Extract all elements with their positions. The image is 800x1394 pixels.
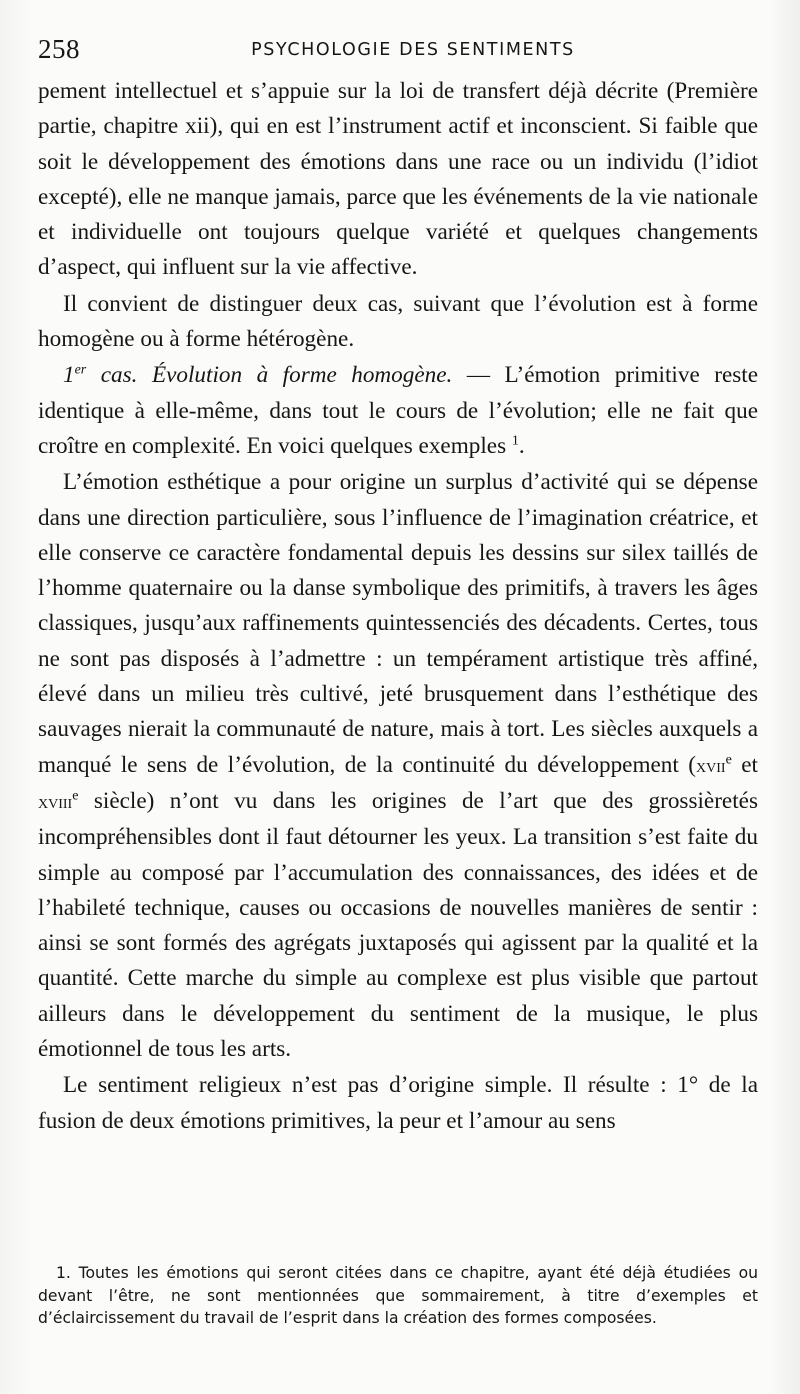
- century-18: xviii: [38, 790, 73, 813]
- century-17-sup: e: [725, 751, 732, 767]
- section-number-suffix: er: [74, 362, 87, 378]
- running-title: PSYCHOLOGIE DES SENTIMENTS: [251, 40, 575, 60]
- paragraph-4-part2: et: [731, 751, 758, 778]
- paragraph-4-part3: siècle) n’ont vu dans les origines de l’art que des grossièretés incompréhensibles dont il faut détourner les yeux. La transition s’est faite du simple au composé par l’accumulation des connaissances, des idées et de l’habileté technique, causes ou occasions de nouvelles manières de sentir : ainsi se sont formés des agrégats juxtaposés qui agissent par la qualité et la quantité. Cette marche du simple au complexe est plus visible que partout ailleurs dans le développement du sentiment de la musique, le plus émotionnel de tous les arts.: [38, 787, 758, 1063]
- paragraph-5: Le sentiment religieux n’est pas d’origine simple. Il résulte : 1° de la fusion de deux émotions primitives, la peur et l’amour au sens: [38, 1072, 758, 1134]
- body-text: [38, 74, 758, 1139]
- page-number: 258: [38, 34, 80, 64]
- paragraph-4-part1: L’émotion esthétique a pour origine un surplus d’activité qui se dépense dans une direction particulière, sous l’influence de l’imagination créatrice, et elle conserve ce caractère fondamental depuis les dessins sur silex taillés de l’homme quaternaire ou la danse symbolique des primitifs, à travers les âges classiques, jusqu’aux raffinements quintessenciés des décadents. Certes, tous ne sont pas disposés à l’admettre : un tempérament artistique très affiné, élevé dans un milieu très cultivé, jeté brusquement dans l’esthétique des sauvages nierait la communauté de nature, mais à tort. Les siècles auxquels a manqué le sens de l’évolution, de la continuité du développement (: [38, 469, 758, 778]
- section-number: 1: [63, 362, 75, 389]
- paragraph-3-text: — L’émotion primitive reste identique à elle-même, dans tout le cours de l’évolution; elle ne fait que croître en complexité. En voici quelques exemples: [38, 362, 758, 459]
- paragraph-3: [38, 358, 758, 464]
- section-heading: cas. Évolution à forme homogène.: [86, 362, 453, 389]
- paragraph-4: [38, 465, 758, 1067]
- running-head: [38, 34, 758, 68]
- footnote-reference[interactable]: 1: [511, 433, 519, 449]
- paragraph-3-end: .: [518, 432, 525, 459]
- paragraph-2: Il convient de distinguer deux cas, suivant que l’évolution est à forme homogène ou à forme hétérogène.: [38, 290, 758, 353]
- footnote-1: 1. Toutes les émotions qui seront citées dans ce chapitre, ayant été déjà étudiées ou devant l’être, ne sont mentionnées que sommairement, à titre d’exemples et d’éclaircissement du travail de l’esprit dans la création des formes composées.: [38, 1264, 758, 1327]
- paragraph-1: pement intellectuel et s’appuie sur la loi de transfert déjà décrite (Première partie, chapitre xii), qui en est l’instrument actif et inconscient. Si faible que soit le développement des émotions dans une race ou un individu (l’idiot excepté), elle ne manque jamais, parce que les événements de la vie nationale et individuelle ont toujours quelque variété et quelques changements d’aspect, qui influent sur la vie affective.: [38, 78, 758, 281]
- footnotes: [38, 1262, 758, 1330]
- century-17: xvii: [696, 754, 726, 777]
- century-18-sup: e: [72, 788, 79, 804]
